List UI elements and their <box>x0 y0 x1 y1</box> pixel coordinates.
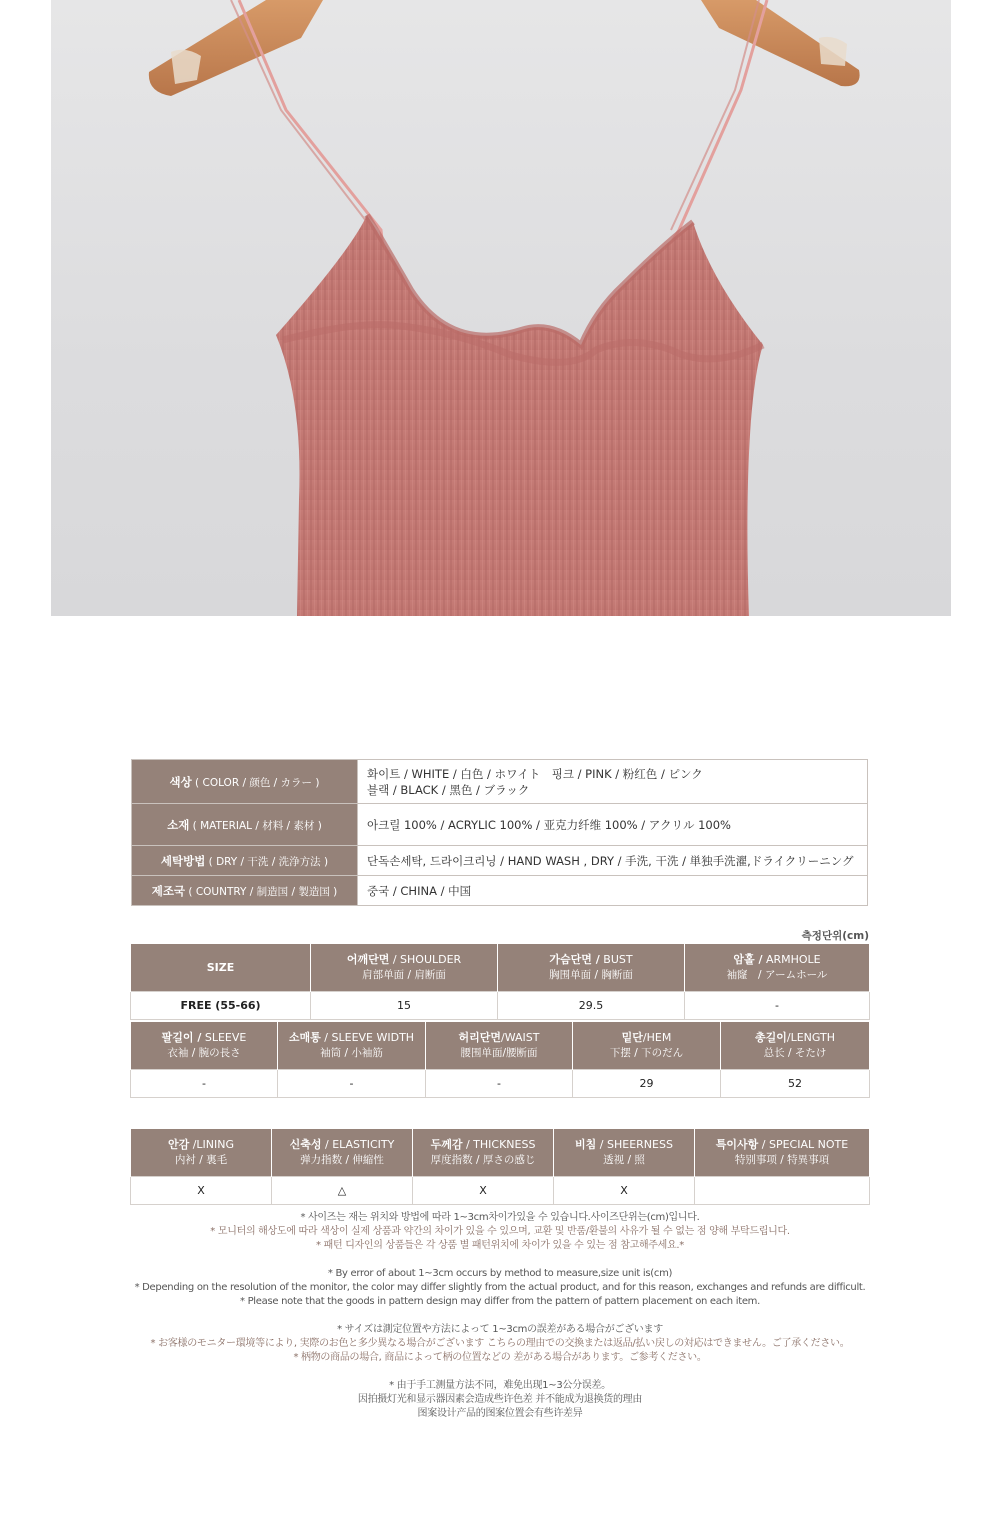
hem-value: 29 <box>573 1070 721 1098</box>
special-note-value <box>695 1177 870 1205</box>
special-note-header: 특이사항 / SPECIAL NOTE 特别事项 / 特異事項 <box>695 1129 870 1177</box>
waist-value: - <box>426 1070 573 1098</box>
info-label-country: 제조국 ( COUNTRY / 制造国 / 製造国 ) <box>132 876 358 906</box>
lining-value: X <box>131 1177 272 1205</box>
thickness-header: 두께감 / THICKNESS 厚度指数 / 厚さの感じ <box>413 1129 554 1177</box>
notes-chinese <box>100 1379 900 1421</box>
info-row-washing <box>132 846 868 876</box>
camisole-body <box>276 215 763 616</box>
bust-header: 가슴단면 / BUST 胸围单面 / 胸断面 <box>498 944 685 992</box>
thickness-value: X <box>413 1177 554 1205</box>
size-value: FREE (55-66) <box>131 992 311 1020</box>
info-value-country: 중국 / CHINA / 中国 <box>358 876 868 906</box>
sleeve-value: - <box>131 1070 278 1098</box>
armhole-value: - <box>685 992 870 1020</box>
info-label-material: 소재 ( MATERIAL / 材料 / 素材 ) <box>132 804 358 846</box>
length-header: 총길이/LENGTH 总长 / そたけ <box>721 1022 870 1070</box>
product-photo <box>51 0 951 616</box>
feature-table <box>130 1128 870 1205</box>
product-info-table <box>131 759 868 906</box>
info-label-color: 색상 ( COLOR / 颜色 / カラー ) <box>132 760 358 804</box>
sheerness-header: 비침 / SHEERNESS 透视 / 照 <box>554 1129 695 1177</box>
measurement-unit-label: 측정단위(cm) <box>801 930 869 942</box>
shoulder-header: 어깨단면 / SHOULDER 肩部单面 / 肩断面 <box>311 944 498 992</box>
note-line: * 사이즈는 재는 위치와 방법에 따라 1~3cm차이가있을 수 있습니다.사이즈단위는(cm)입니다. <box>300 1212 700 1223</box>
size-table-header <box>131 944 870 992</box>
armhole-header: 암홀 / ARMHOLE 袖窿 / アームホール <box>685 944 870 992</box>
note-line: * Depending on the resolution of the monitor, the color may differ slightly from the actual product, and for this reason, exchanges and refunds are difficult. <box>134 1282 866 1293</box>
info-value-material: 아크릴 100% / ACRYLIC 100% / 亚克力纤维 100% / アクリル 100% <box>358 804 868 846</box>
elasticity-header: 신축성 / ELASTICITY 弹力指数 / 伸縮性 <box>272 1129 413 1177</box>
note-line: * 패턴 디자인의 상품들은 각 상품 별 패턴위치에 차이가 있을 수 있는 점 참고해주세요.* <box>316 1240 684 1251</box>
size-header: SIZE <box>131 944 311 992</box>
info-value-washing: 단독손세탁, 드라이크리닝 / HAND WASH , DRY / 手洗, 干洗 / 単独手洗濯,ドライクリーニング <box>358 846 868 876</box>
size-table-primary <box>130 943 870 1020</box>
note-line: * Please note that the goods in pattern design may differ from the pattern of pattern placement on each item. <box>240 1296 760 1307</box>
note-line: * 柄物の商品の場合, 商品によって柄の位置などの 差がある場合があります。ご参考ください。 <box>293 1352 707 1363</box>
info-label-washing: 세탁방법 ( DRY / 干洗 / 洗浄方法 ) <box>132 846 358 876</box>
sleeve-header: 팔길이 / SLEEVE 衣袖 / 腕の長さ <box>131 1022 278 1070</box>
info-value-color: 화이트 / WHITE / 白色 / ホワイト 핑크 / PINK / 粉红色 / ピンク 블랙 / BLACK / 黑色 / ブラック <box>358 760 868 804</box>
info-row-country <box>132 876 868 906</box>
info-row-color <box>132 760 868 804</box>
shoulder-value: 15 <box>311 992 498 1020</box>
table-row <box>131 992 870 1020</box>
notes-english <box>100 1267 900 1309</box>
lining-header: 안감 /LINING 内衬 / 裏毛 <box>131 1129 272 1177</box>
elasticity-value: △ <box>272 1177 413 1205</box>
table-row <box>131 1070 870 1098</box>
waist-header: 허리단면/WAIST 腰围单面/腰断面 <box>426 1022 573 1070</box>
info-row-material <box>132 804 868 846</box>
notes-japanese <box>100 1323 900 1365</box>
note-line: 因拍摄灯光和显示器因素会造成些许色差 并不能成为退换货的理由 <box>357 1394 643 1405</box>
feature-table-header <box>131 1129 870 1177</box>
bust-value: 29.5 <box>498 992 685 1020</box>
note-line: * 모니터의 해상도에 따라 색상이 실제 상품과 약간의 차이가 있을 수 있으며, 교환 및 반품/환불의 사유가 될 수 없는 점 양해 부탁드립니다. <box>210 1226 790 1237</box>
note-line: 图案设计产品的图案位置会有些许差异 <box>417 1408 583 1419</box>
notes-korean <box>100 1211 900 1253</box>
size-table-header <box>131 1022 870 1070</box>
note-line: * お客様のモニター環境等により, 実際のお色と多少異なる場合がございます こちらの理由での交換または返品/払い戻しの対応はできません。ご了承ください。 <box>150 1338 850 1349</box>
table-row <box>131 1177 870 1205</box>
note-line: * 由于手工测量方法不同，难免出现1~3公分误差。 <box>389 1380 611 1391</box>
camisole-illustration <box>51 0 951 616</box>
hem-header: 밑단/HEM 下摆 / 下のだん <box>573 1022 721 1070</box>
sleeve-width-value: - <box>278 1070 426 1098</box>
size-table-secondary <box>130 1021 870 1098</box>
sleeve-width-header: 소매통 / SLEEVE WIDTH 袖筒 / 小袖筋 <box>278 1022 426 1070</box>
note-line: * サイズは測定位置や方法によって 1~3cmの誤差がある場合がございます <box>337 1324 663 1335</box>
sheerness-value: X <box>554 1177 695 1205</box>
length-value: 52 <box>721 1070 870 1098</box>
note-line: * By error of about 1~3cm occurs by method to measure,size unit is(cm) <box>327 1268 673 1279</box>
